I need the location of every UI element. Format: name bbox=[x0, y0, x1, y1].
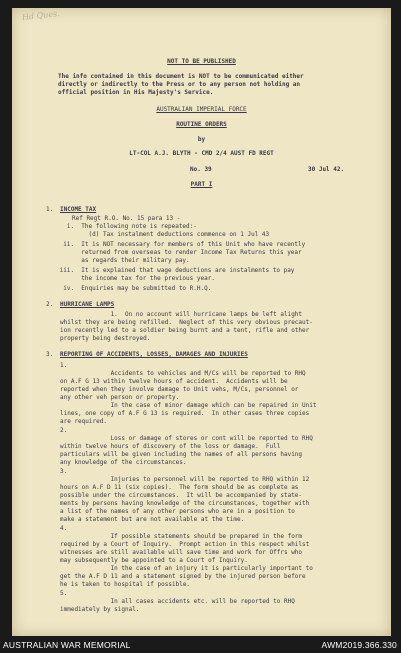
section-3-line: Accidents to vehicles and M/Cs will be reported to RHQ bbox=[60, 370, 306, 377]
section-3-line: ments by persons having knowledge of the circumstances, together with bbox=[60, 500, 310, 507]
section-1-line: the income tax for the previous year. bbox=[56, 275, 215, 282]
section-3-line: any other veh person or property. bbox=[60, 394, 180, 401]
handwritten-note: Hd Ques. bbox=[21, 9, 61, 22]
section-2-line: whilst they are being refilled. Neglect of this very obvious precaut- bbox=[60, 319, 313, 326]
section-3-line: particulars will be given including the names of all persons having bbox=[60, 451, 303, 458]
section-3-line: make a statement but are not available at the time. bbox=[60, 516, 245, 523]
section-3-line: In the case of minor damage which can be repaired in Unit bbox=[60, 402, 317, 409]
section-3-line: possible under the circumstances. It will be accompanied by state- bbox=[60, 492, 303, 499]
section-3-line: within twelve hours of discovery of the loss or damage. Full bbox=[60, 443, 281, 450]
section-2-number: 2. bbox=[46, 301, 54, 308]
section-3-line: lines, one copy of A.F G 13 is required. In other cases three copies bbox=[60, 410, 310, 417]
section-3-title: REPORTING OF ACCIDENTS, LOSSES, DAMAGES AND INJURIES bbox=[60, 351, 248, 358]
section-3-line: 4. bbox=[60, 525, 68, 532]
reference-number: AWM2019.366.330 bbox=[321, 640, 397, 650]
order-number: No. 39 bbox=[190, 166, 212, 173]
section-1-line: iii. It is explained that wage deductions are instalments to pay bbox=[56, 267, 295, 274]
section-3-number: 3. bbox=[46, 351, 54, 358]
document-page bbox=[12, 8, 391, 636]
warning-line-2: directly or indirectly to the Press or to any person not holding an bbox=[58, 81, 301, 88]
section-1-line: ii. It is NOT necessary for members of this Unit who have recently bbox=[56, 241, 306, 248]
section-1-line: Ref Regt R.O. No. 15 para 13 - bbox=[72, 215, 181, 222]
archive-footer bbox=[0, 636, 401, 653]
section-3-line: 2. bbox=[60, 427, 68, 434]
section-3-line: on A.F G 13 within twelve hours of accident. Accidents will be bbox=[60, 378, 288, 385]
section-3-line: he is taken to hospital if possible. bbox=[60, 581, 191, 588]
doc-type-heading: ROUTINE ORDERS bbox=[176, 121, 227, 128]
section-3-line: any knowledge of the circumstances. bbox=[60, 459, 187, 466]
section-3-line: Injuries to personnel will be reported to RHQ within 12 bbox=[60, 476, 310, 483]
section-1-line: as regards their military pay. bbox=[56, 257, 190, 264]
section-3-line: 5. bbox=[60, 590, 68, 597]
section-1-line: returned from overseas to render Income Tax Returns this year bbox=[56, 249, 302, 256]
warning-line-3: official position in His Majesty's Service. bbox=[58, 89, 214, 96]
section-3-line: hours on A.F D 11 (six copies). The form should be as complete as bbox=[60, 484, 299, 491]
section-2-line: ion recently led to a soldier being burnt and a tent, rifle and other bbox=[60, 327, 310, 334]
institution-name: AUSTRALIAN WAR MEMORIAL bbox=[3, 640, 131, 650]
order-date: 30 Jul 42. bbox=[308, 166, 345, 173]
section-2-title: HURRICANE LAMPS bbox=[60, 301, 115, 308]
section-1-line: i. The following note is repeated:- bbox=[56, 223, 197, 230]
section-3-line: immediately by signal. bbox=[60, 606, 140, 613]
section-3-line: a list of the names of any other persons who are in a position to bbox=[60, 508, 295, 515]
section-3-line: 1. bbox=[60, 362, 68, 369]
section-3-line: witnesses are still available will save time and work for Offrs who bbox=[60, 549, 303, 556]
section-3-line: get the A.F D 11 and a statement signed by the injured person before bbox=[60, 573, 306, 580]
section-2-line: property being destroyed. bbox=[60, 335, 151, 342]
part-heading: PART I bbox=[190, 181, 213, 188]
section-1-line: iv. Enquiries may be submitted to R.H.Q. bbox=[56, 285, 212, 292]
restriction-heading: NOT TO BE PUBLISHED bbox=[167, 58, 236, 65]
section-3-line: may subsequently be appointed to a Court of Inquiry. bbox=[60, 557, 248, 564]
section-3-line: required by a Court of Inquiry. Prompt action in this respect whilst bbox=[60, 541, 310, 548]
section-3-line: reported when they involve damage to Unit vehs, M/Cs, personnel or bbox=[60, 386, 299, 393]
section-1-number: 1. bbox=[46, 206, 54, 213]
section-1-line: (d) Tax instalment deductions commence on 1 Jul 43 bbox=[56, 231, 270, 238]
section-2-line: 1. On no account will hurricane lamps be left alight bbox=[60, 311, 303, 318]
force-heading: AUSTRALIAN IMPERIAL FORCE bbox=[156, 106, 247, 113]
section-3-line: 3. bbox=[60, 468, 68, 475]
author-line: LT-COL A.J. BLYTH - CMD 2/4 AUST FD REGT bbox=[129, 150, 274, 157]
section-3-line: In all cases accidents etc. will be reported to RHQ bbox=[60, 598, 295, 605]
section-3-line: Loss or damage of stores or cont will be reported to RHQ bbox=[60, 435, 313, 442]
section-3-line: If possible statements should be prepared in the form bbox=[60, 533, 303, 540]
warning-line-1: The info contained in this document is NOT to be communicated either bbox=[58, 73, 304, 80]
section-1-title: INCOME TAX bbox=[60, 206, 97, 213]
section-3-line: are required. bbox=[60, 418, 107, 425]
section-3-line: In the case of an injury it is particularly important to bbox=[60, 565, 313, 572]
by-line: by bbox=[197, 136, 206, 143]
